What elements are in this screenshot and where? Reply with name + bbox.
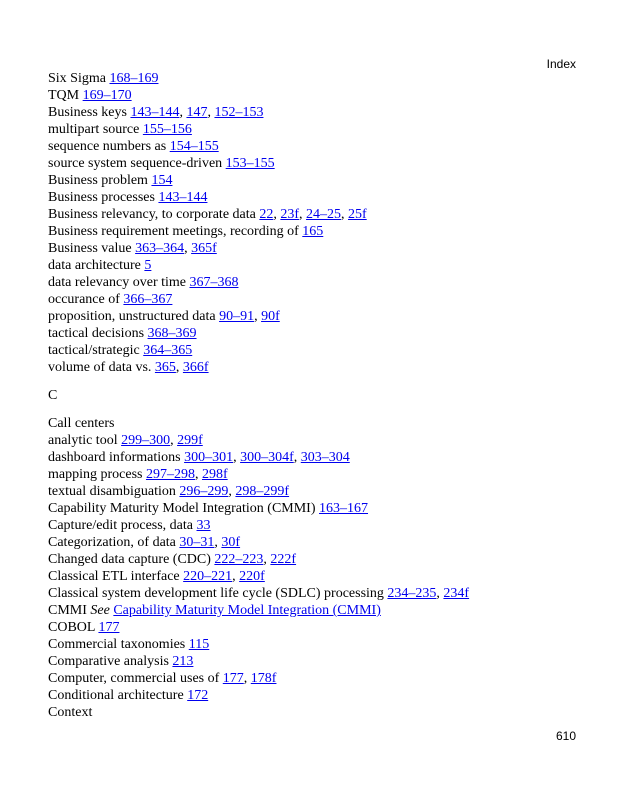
separator: , [175,360,183,375]
page-link[interactable]: 30f [221,535,241,550]
page-link[interactable]: 165 [302,224,324,239]
separator: , [170,433,178,448]
separator: , [254,309,262,324]
page-link[interactable]: 154–155 [169,139,219,154]
page-link[interactable]: 30–31 [179,535,215,550]
index-entry [48,70,588,87]
section-gap [48,404,588,415]
index-entry [48,687,588,704]
separator: , [243,671,251,686]
page-link[interactable]: 143–144 [158,190,208,205]
separator: , [184,241,192,256]
index-term: Categorization, of data [48,535,180,550]
page-link[interactable]: 177 [98,620,120,635]
index-entry [48,274,588,291]
index-term: Business keys [48,105,131,120]
page-link[interactable]: 177 [222,671,244,686]
index-term: COBOL [48,620,99,635]
section-letter: C [48,388,58,403]
index-term: data relevancy over time [48,275,190,290]
page-link[interactable]: 90–91 [219,309,255,324]
index-entry [48,155,588,172]
page-link[interactable]: 115 [188,637,210,652]
page-link[interactable]: 90f [261,309,280,324]
index-term: tactical/strategic [48,343,144,358]
page-link[interactable]: 155–156 [142,122,192,137]
page-link[interactable]: 33 [196,518,211,533]
page-link[interactable]: 234–235 [387,586,437,601]
index-term: analytic tool [48,433,122,448]
index-term: Business value [48,241,136,256]
page-link[interactable]: 296–299 [179,484,229,499]
index-entry [48,636,588,653]
page-link[interactable]: 297–298 [145,467,195,482]
page-link[interactable]: 365f [191,241,217,256]
separator: , [436,586,444,601]
page-link[interactable]: 367–368 [189,275,239,290]
index-term: Capability Maturity Model Integration (CMMI) [48,501,320,516]
index-entry [48,189,588,206]
index-block-b [48,70,588,376]
index-term: occurance of [48,292,124,307]
index-entry [48,415,588,432]
index-term: Conditional architecture [48,688,188,703]
index-entry [48,449,588,466]
index-block-c [48,415,588,721]
index-entry [48,517,588,534]
index-entry [48,291,588,308]
page-link[interactable]: 154 [151,173,173,188]
page-link[interactable]: 22 [259,207,274,222]
running-header: Index [546,57,576,71]
index-term: Comparative analysis [48,654,173,669]
page-link[interactable]: 23f [280,207,300,222]
index-term: dashboard informations [48,450,185,465]
index-entry [48,223,588,240]
index-term: data architecture [48,258,145,273]
index-entry [48,206,588,223]
page-link[interactable]: 366f [182,360,209,375]
index-entry [48,704,588,721]
separator: , [293,450,301,465]
page-link[interactable]: 222–223 [214,552,264,567]
index-entry [48,359,588,376]
section-gap [48,376,588,387]
index-term: Business requirement meetings, recording of [48,224,303,239]
index-term: Computer, commercial uses of [48,671,223,686]
page-link[interactable]: 364–365 [143,343,193,358]
separator: , [341,207,349,222]
page-link[interactable]: Capability Maturity Model Integration (CMMI) [113,603,381,618]
page-link[interactable]: 300–304f [240,450,294,465]
separator: , [207,105,215,120]
page-link[interactable]: 25f [348,207,367,222]
page-link[interactable]: 365 [154,360,176,375]
page-link[interactable]: 299–300 [121,433,171,448]
separator: , [299,207,307,222]
index-entry [48,585,588,602]
page-number: 610 [555,729,576,743]
index-term: sequence numbers as [48,139,170,154]
index-term: Classical system development life cycle (SDLC) processing [48,586,388,601]
index-entry [48,104,588,121]
page-link[interactable]: 234f [443,586,470,601]
index-entry [48,534,588,551]
index-term: Changed data capture (CDC) [48,552,215,567]
page-link[interactable]: 368–369 [147,326,197,341]
index-term: Commercial taxonomies [48,637,189,652]
page-link[interactable]: 24–25 [306,207,342,222]
index-term: textual disambiguation [48,484,180,499]
separator: , [214,535,222,550]
index-entry [48,138,588,155]
page-link[interactable]: 299f [177,433,203,448]
page-link[interactable]: 220–221 [183,569,233,584]
index-entry [48,240,588,257]
page-link[interactable]: 153–155 [225,156,275,171]
page-link[interactable]: 213 [172,654,194,669]
index-term: Business processes [48,190,159,205]
index-entry [48,551,588,568]
index-entries [48,70,588,721]
page-link[interactable]: 300–301 [184,450,234,465]
index-entry [48,653,588,670]
page-link[interactable]: 5 [144,258,152,273]
index-entry [48,325,588,342]
index-entry [48,342,588,359]
index-term: Business problem [48,173,152,188]
index-term: Context [48,705,93,720]
index-entry [48,500,588,517]
index-term: Capture/edit process, data [48,518,197,533]
index-term: mapping process [48,467,146,482]
page-link[interactable]: 147 [186,105,208,120]
index-entry [48,602,588,619]
index-entry [48,483,588,500]
index-term: multipart source [48,122,143,137]
separator: , [194,467,202,482]
page-link[interactable]: 168–169 [109,71,159,86]
page-link[interactable]: 152–153 [214,105,264,120]
index-entry [48,121,588,138]
separator: , [233,450,241,465]
page-link[interactable]: 222f [270,552,297,567]
index-entry [48,172,588,189]
see-reference: See [90,603,110,618]
index-term: volume of data vs. [48,360,155,375]
page-link[interactable]: 143–144 [130,105,180,120]
index-term: CMMI [48,603,91,618]
page-link[interactable]: 363–364 [135,241,185,256]
page-link[interactable]: 169–170 [82,88,132,103]
index-term: source system sequence-driven [48,156,226,171]
index-term: Classical ETL interface [48,569,184,584]
index-term: Call centers [48,416,115,431]
index-term: TQM [48,88,83,103]
page-link[interactable]: 172 [187,688,209,703]
index-term: Business relevancy, to corporate data [48,207,260,222]
index-entry [48,568,588,585]
separator: , [232,569,240,584]
separator: , [273,207,281,222]
separator: , [263,552,271,567]
page-link[interactable]: 366–367 [123,292,173,307]
page-link[interactable]: 303–304 [300,450,350,465]
page-link[interactable]: 298–299f [235,484,290,499]
page-link[interactable]: 163–167 [319,501,369,516]
index-entry [48,257,588,274]
index-entry [48,432,588,449]
separator: , [179,105,187,120]
index-term: Six Sigma [48,71,110,86]
page-link[interactable]: 298f [201,467,228,482]
index-entry [48,619,588,636]
index-entry [48,466,588,483]
page-link[interactable]: 220f [239,569,265,584]
index-entry [48,308,588,325]
index-entry [48,670,588,687]
index-term: proposition, unstructured data [48,309,220,324]
index-term: tactical decisions [48,326,148,341]
index-entry [48,87,588,104]
page-link[interactable]: 178f [250,671,277,686]
separator: , [228,484,236,499]
